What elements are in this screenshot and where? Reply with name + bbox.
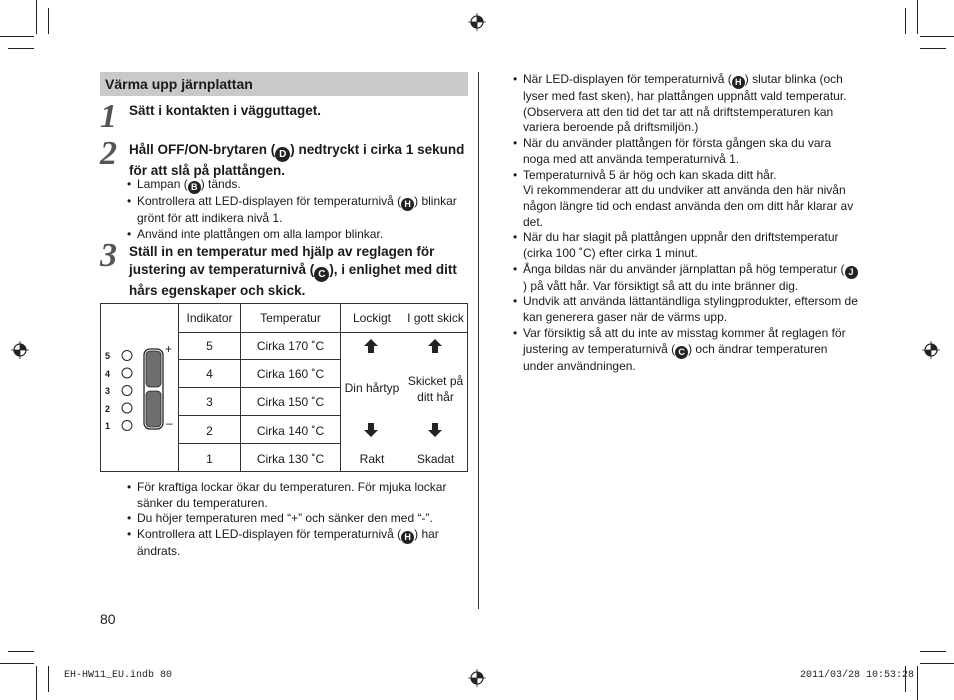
registration-mark-icon [11, 341, 29, 359]
table-cell: Cirka 160 ˚C [256, 367, 325, 381]
curly-mid-label: Din hårtyp [344, 381, 400, 395]
step-number: 2 [100, 135, 117, 172]
temperature-table [100, 303, 468, 472]
crop-mark [920, 663, 954, 664]
level-label: 4 [105, 368, 111, 379]
section-title: Värma upp järnplattan [100, 72, 468, 96]
arrow-down-icon [363, 422, 379, 438]
crop-mark [36, 666, 37, 700]
list-item: • Var försiktig så att du inte av misstag kommer åt reglagen för justering av temperaturnivå ( C ) och ändrar temperaturen under användningen. [513, 326, 858, 374]
badge-icon: D [275, 147, 290, 162]
minus-label: – [166, 416, 173, 430]
table-cell: Cirka 150 ˚C [256, 395, 325, 409]
good-bottom-label: Skadat [416, 452, 455, 466]
plus-label: + [165, 342, 173, 356]
arrow-up-icon [427, 338, 443, 354]
list-item: • För kraftiga lockar ökar du temperaturen. För mjuka lockar sänker du temperaturen. [127, 480, 467, 511]
table-cell: 5 [206, 339, 213, 353]
list-item: • Ånga bildas när du använder järnplattan på hög temperatur ( J) på vått hår. Var försiktigt så att du inte bränner dig. [513, 262, 858, 295]
crop-mark [917, 666, 918, 700]
list-item: • Lampan ( B ) tänds. [127, 177, 467, 194]
level-label: 1 [105, 421, 111, 431]
good-mid-label: Skicket på ditt hår [407, 374, 464, 404]
step2-bullet-list [127, 177, 467, 242]
crop-mark [0, 663, 34, 664]
registration-mark-icon [468, 13, 486, 31]
table-cell: 1 [206, 452, 213, 466]
crop-mark [920, 36, 954, 37]
table-header: I gott skick [407, 311, 464, 325]
crop-mark [920, 48, 946, 49]
list-item: • Du höjer temperaturen med “+” och sänker den med “-”. [127, 511, 467, 527]
page-number: 80 [100, 611, 116, 627]
list-item: • Undvik att använda lättantändliga stylingprodukter, eftersom de kan generera gaser när de värms upp. [513, 294, 858, 325]
badge-icon: C [314, 267, 329, 282]
table-cell: Cirka 140 ˚C [256, 424, 325, 438]
list-item: • Temperaturnivå 5 är hög och kan skada ditt hår. Vi rekommenderar att du undviker att använda den här nivån någon längre tid och endast använda den om ditt hår klarar av det. [513, 168, 858, 231]
table-cell: 4 [206, 367, 213, 381]
level-label: 2 [105, 403, 111, 414]
table-cell: 2 [206, 424, 213, 438]
footer-timestamp: 2011/03/28 10:53:28 [800, 670, 915, 681]
step-number: 3 [100, 237, 117, 274]
badge-icon: B [188, 181, 201, 194]
crop-mark [0, 36, 34, 37]
table-cell: Cirka 130 ˚C [256, 452, 325, 466]
level-label: 5 [105, 351, 111, 361]
after-table-bullet-list [127, 480, 467, 560]
table-header: Temperatur [260, 311, 321, 325]
step-title: Ställ in en temperatur med hjälp av reglagen för justering av temperaturnivå ( C ), i enlighet med ditt hårs egenskaper och skick. [129, 244, 457, 298]
list-item: • Kontrollera att LED-displayen för temperaturnivå ( H ) blinkar grönt för att indikera nivå 1. [127, 194, 467, 227]
badge-icon: H [401, 531, 414, 544]
badge-icon: J [845, 266, 858, 279]
right-bullet-list [513, 72, 858, 374]
table-header: Indikator [186, 311, 233, 325]
step-title: Håll OFF/ON-brytaren ( D ) nedtryckt i cirka 1 sekund för att slå på plattången. [129, 142, 465, 178]
footer-file-info: EH-HW11_EU.indb 80 [64, 670, 173, 681]
list-item: • När LED-displayen för temperaturnivå ( H ) slutar blinka (och lyser med fast sken), har plattången uppnått vald temperatur. (Observera att den tid det tar att nå driftstemperaturen kan variera beroende på driftsmiljön.) [513, 72, 858, 136]
badge-icon: H [401, 198, 414, 211]
table-cell: 3 [206, 395, 213, 409]
step-title: Sätt i kontakten i vägguttaget. [129, 103, 322, 118]
crop-mark [48, 666, 49, 692]
crop-mark [48, 8, 49, 34]
table-header: Lockigt [352, 311, 392, 325]
step-number: 1 [100, 98, 117, 135]
badge-icon: H [732, 76, 745, 89]
crop-mark [8, 651, 34, 652]
registration-mark-icon [922, 341, 940, 359]
table-cell: Cirka 170 ˚C [256, 339, 325, 353]
list-item: • Använd inte plattången om alla lampor blinkar. [127, 227, 467, 243]
arrow-down-icon [427, 422, 443, 438]
crop-mark [36, 0, 37, 34]
crop-mark [8, 48, 34, 49]
badge-icon: C [675, 346, 688, 359]
list-item: • När du har slagit på plattången uppnår den driftstemperatur (cirka 100 ˚C) efter cirka 1 minut. [513, 230, 858, 261]
level-label: 3 [105, 386, 111, 396]
registration-mark-icon [468, 669, 486, 687]
curly-bottom-label: Rakt [359, 452, 385, 466]
list-item: • När du använder plattången för första gången ska du vara noga med att använda temperaturnivå 1. [513, 136, 858, 167]
crop-mark [917, 0, 918, 34]
column-divider [478, 72, 479, 609]
crop-mark [920, 651, 946, 652]
crop-mark [905, 8, 906, 34]
arrow-up-icon [363, 338, 379, 354]
list-item: • Kontrollera att LED-displayen för temperaturnivå ( H ) har ändrats. [127, 527, 467, 560]
